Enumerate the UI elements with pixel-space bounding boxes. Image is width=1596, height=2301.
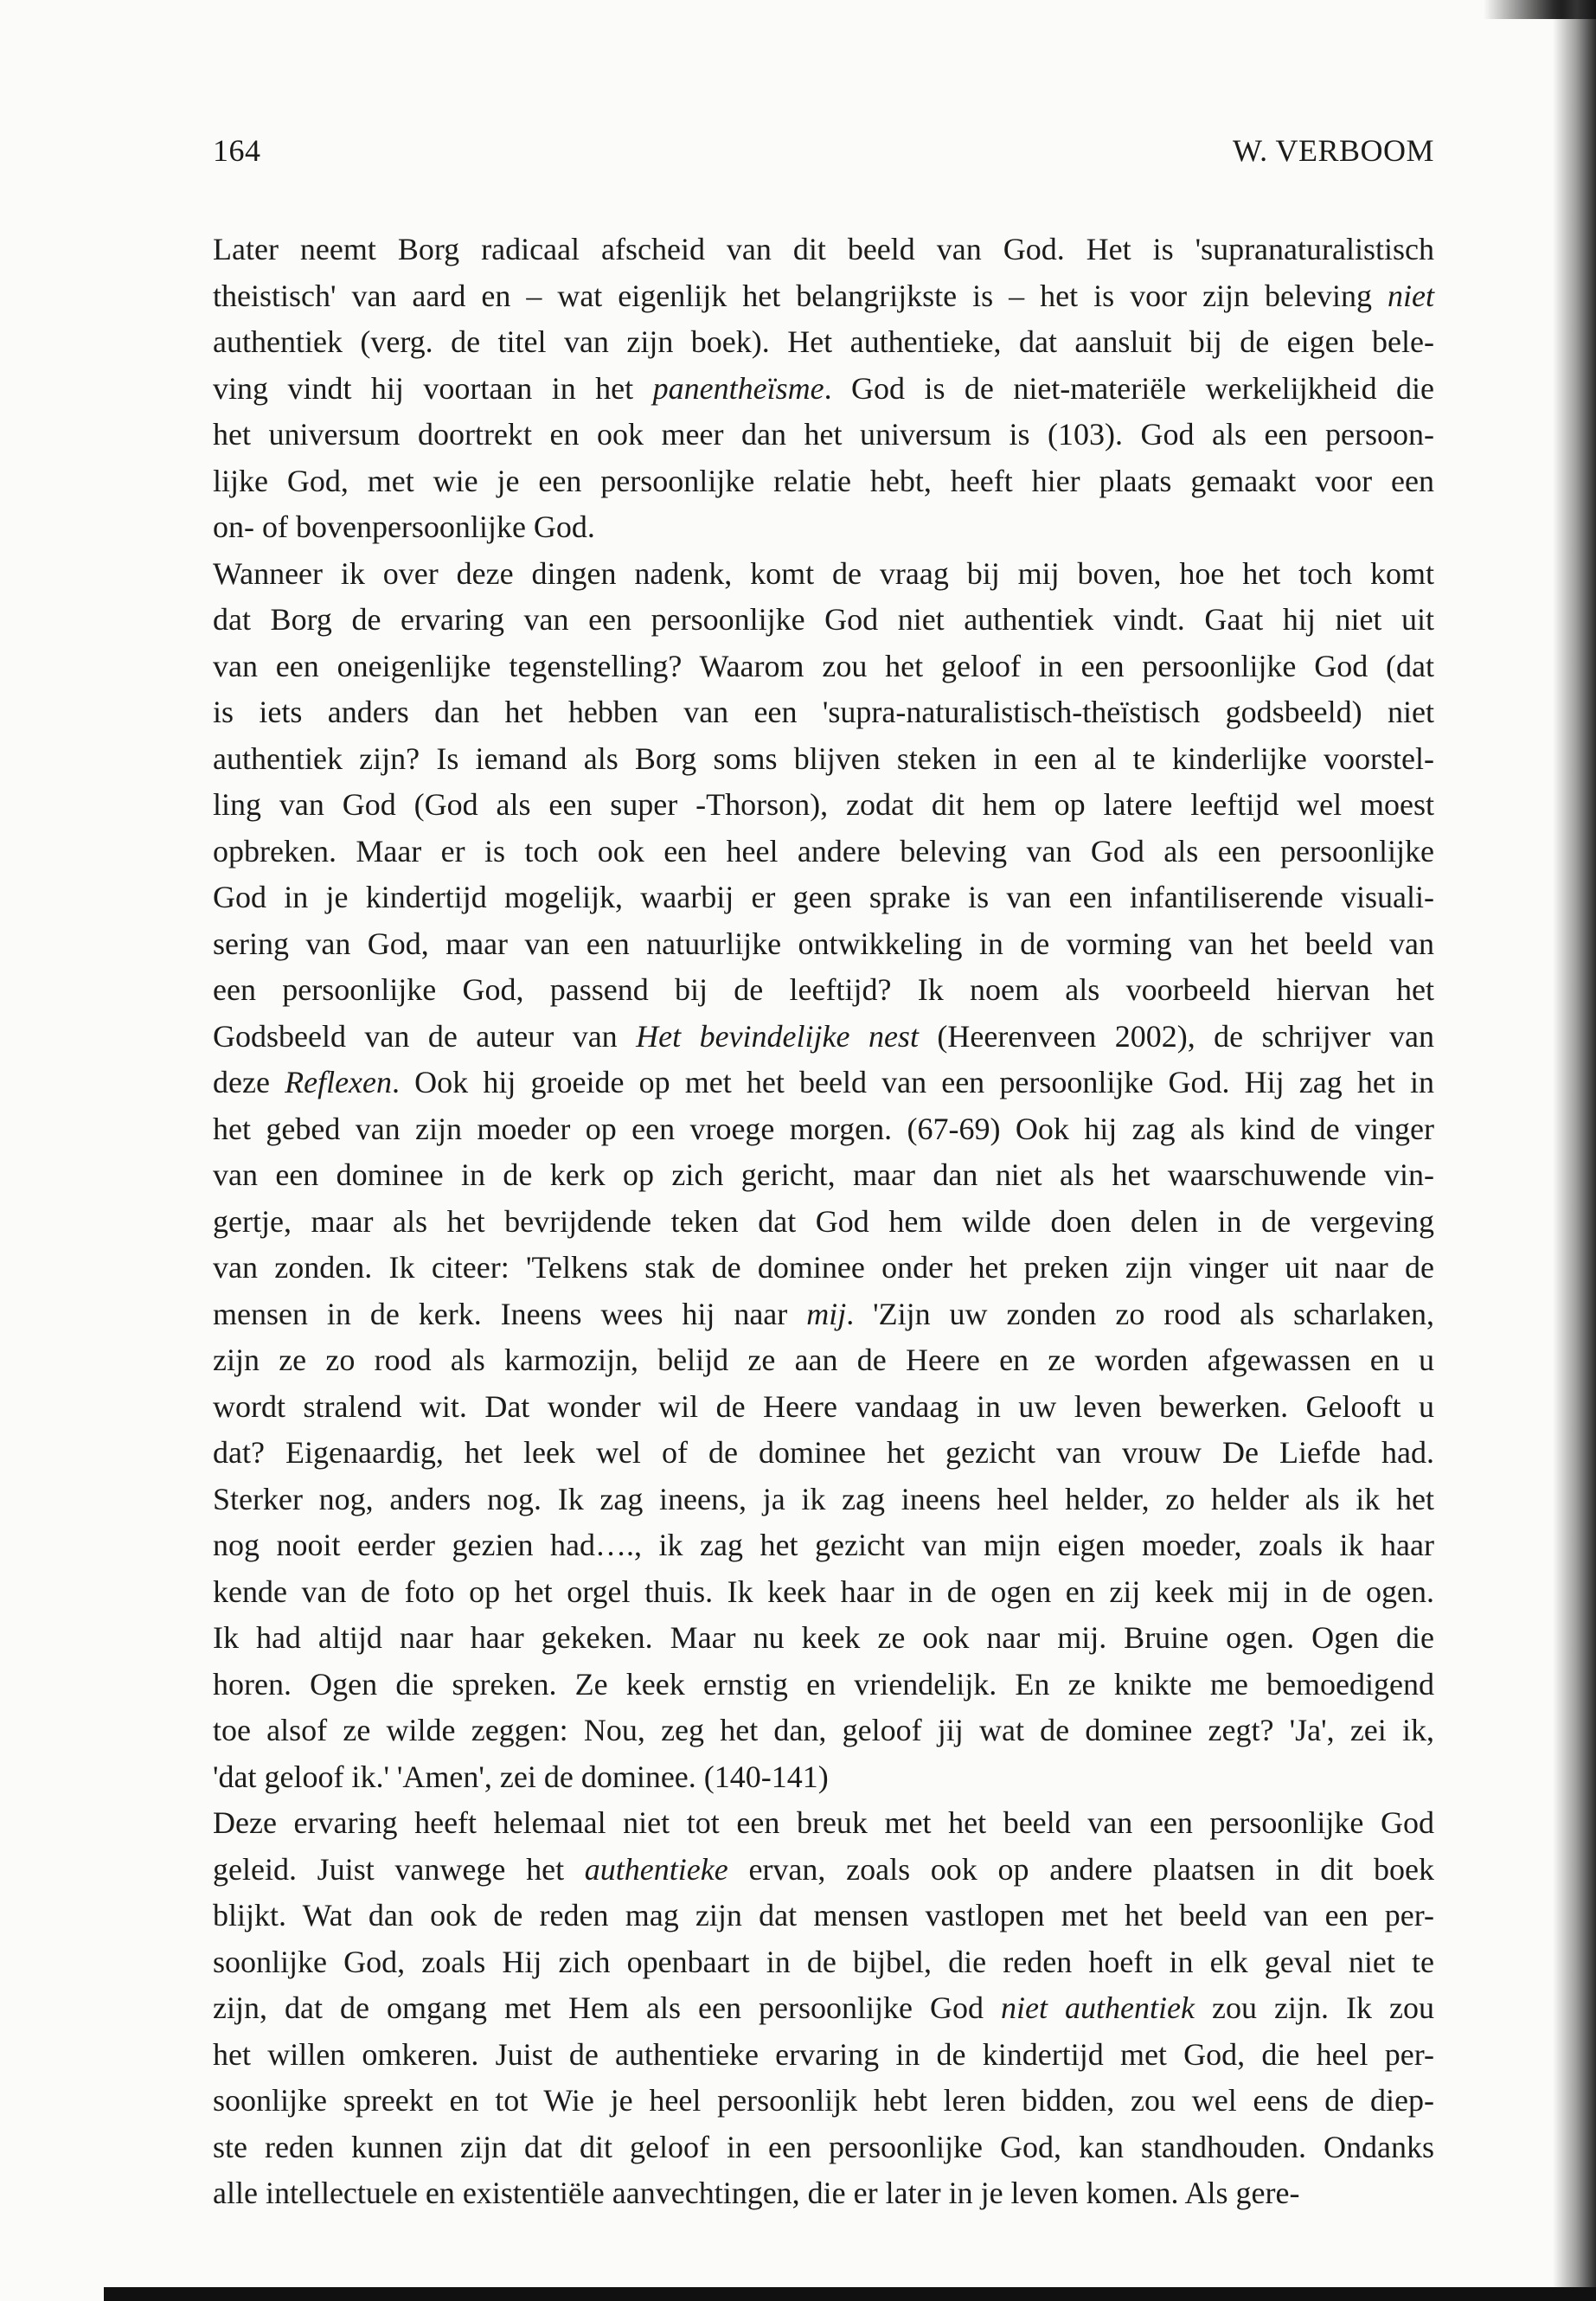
- text-line: horen. Ogen die spreken. Ze keek ernstig en vriendelijk. En ze knikte me bemoedigend: [213, 1666, 1434, 1702]
- text-line: het universum doortrekt en ook meer dan het universum is (103). God als een persoon-: [213, 417, 1434, 452]
- text-line: God in je kindertijd mogelijk, waarbij er geen sprake is van een infantiliserende visuali-: [213, 880, 1434, 914]
- text-line: Godsbeeld van de auteur van Het bevindelijke nest (Heerenveen 2002), de schrijver van: [213, 1018, 1435, 1054]
- text-line: toe alsof ze wilde zeggen: Nou, zeg het dan, geloof jij wat de dominee zegt? 'Ja', zei ik,: [213, 1713, 1434, 1747]
- text-line: dat Borg de ervaring van een persoonlijke God niet authentiek vindt. Gaat hij niet uit: [213, 602, 1434, 637]
- text-line: het gebed van zijn moeder op een vroege morgen. (67-69) Ook hij zag als kind de vinger: [213, 1111, 1434, 1146]
- italic-phrase: authentieke: [584, 1851, 728, 1887]
- text-line: sering van God, maar van een natuurlijke ontwikkeling in de vorming van het beeld van: [213, 926, 1434, 961]
- body-text: [213, 227, 1434, 2217]
- text-line: Later neemt Borg radicaal afscheid van dit beeld van God. Het is 'supranaturalistisch: [213, 232, 1434, 266]
- scan-edge-shadow-bottom: [104, 2287, 1596, 2301]
- text-line: geleid. Juist vanwege het authentieke ervan, zoals ook op andere plaatsen in dit boek: [213, 1851, 1434, 1887]
- text-line: alle intellectuele en existentiële aanvechtingen, die er later in je leven komen. Als gere-: [213, 2176, 1300, 2210]
- text-line: wordt stralend wit. Dat wonder wil de Heere vandaag in uw leven bewerken. Gelooft u: [213, 1388, 1434, 1424]
- text-line: het willen omkeren. Juist de authentieke ervaring in de kindertijd met God, die heel per-: [213, 2036, 1434, 2072]
- text-line: deze Reflexen. Ook hij groeide op met het beeld van een persoonlijke God. Hij zag het in: [213, 1065, 1434, 1099]
- scan-edge-shadow-right: [1553, 0, 1596, 2301]
- page-header: [213, 131, 1434, 170]
- text-line: authentiek (verg. de titel van zijn boek). Het authentieke, dat aansluit bij de eigen bele-: [213, 324, 1434, 359]
- page-number: 164: [213, 133, 261, 168]
- running-head-author: W. VERBOOM: [1232, 133, 1434, 168]
- italic-phrase: Reflexen: [285, 1065, 393, 1099]
- text-line: van zonden. Ik citeer: 'Telkens stak de dominee onder het preken zijn vinger uit naar de: [213, 1250, 1434, 1285]
- text-line: van een oneigenlijke tegenstelling? Waarom zou het geloof in een persoonlijke God (dat: [213, 648, 1434, 683]
- italic-phrase: niet: [1388, 278, 1434, 313]
- text-line: Deze ervaring heeft helemaal niet tot een breuk met het beeld van een persoonlijke God: [213, 1805, 1434, 1840]
- text-line: gertje, maar als het bevrijdende teken dat God hem wilde doen delen in de vergeving: [213, 1203, 1434, 1239]
- text-line: soonlijke God, zoals Hij zich openbaart in de bijbel, die reden hoeft in elk geval niet te: [213, 1944, 1434, 1979]
- text-line: lijke God, met wie je een persoonlijke relatie hebt, heeft hier plaats gemaakt voor een: [213, 463, 1434, 498]
- text-line: opbreken. Maar er is toch ook een heel andere beleving van God als een persoonlijke: [213, 833, 1434, 868]
- text-line: zijn, dat de omgang met Hem als een persoonlijke God niet authentiek zou zijn. Ik zou: [213, 1990, 1434, 2025]
- italic-phrase: niet authentiek: [1001, 1990, 1195, 2025]
- text-line: is iets anders dan het hebben van een 'supra-naturalistisch-theïstisch godsbeeld) niet: [213, 695, 1434, 729]
- text-line: kende van de foto op het orgel thuis. Ik keek haar in de ogen en zij keek mij in de ogen.: [213, 1574, 1434, 1609]
- text-line: theistisch' van aard en – wat eigenlijk het belangrijkste is – het is voor zijn beleving niet: [213, 278, 1434, 313]
- text-line: Wanneer ik over deze dingen nadenk, komt de vraag bij mij boven, hoe het toch komt: [213, 555, 1434, 591]
- text-line: zijn ze zo rood als karmozijn, belijd ze aan de Heere en ze worden afgewassen en u: [213, 1343, 1434, 1377]
- text-line: ving vindt hij voortaan in het panentheïsme. God is de niet-materiële werkelijkheid die: [213, 370, 1434, 406]
- italic-phrase: mij: [806, 1296, 847, 1331]
- text-line: van een dominee in de kerk op zich gericht, maar dan niet als het waarschuwende vin-: [213, 1157, 1434, 1192]
- text-line: ling van God (God als een super -Thorson), zodat dit hem op latere leeftijd wel moest: [213, 787, 1434, 822]
- text-line: soonlijke spreekt en tot Wie je heel persoonlijk hebt leren bidden, zou wel eens de diep-: [213, 2083, 1434, 2118]
- text-line: 'dat geloof ik.' 'Amen', zei de dominee. (140-141): [213, 1759, 829, 1794]
- text-line: authentiek zijn? Is iemand als Borg soms blijven steken in een al te kinderlijke voorstel-: [213, 740, 1434, 776]
- text-line: blijkt. Wat dan ook de reden mag zijn dat mensen vastlopen met het beeld van een per-: [213, 1898, 1434, 1932]
- italic-phrase: Het bevindelijke nest: [636, 1018, 919, 1054]
- text-line: mensen in de kerk. Ineens wees hij naar mij. 'Zijn uw zonden zo rood als scharlaken,: [213, 1296, 1434, 1331]
- text-line: on- of bovenpersoonlijke God.: [213, 510, 595, 544]
- text-line: een persoonlijke God, passend bij de leeftijd? Ik noem als voorbeeld hiervan het: [213, 972, 1434, 1007]
- text-line: dat? Eigenaardig, het leek wel of de dominee het gezicht van vrouw De Liefde had.: [213, 1435, 1434, 1470]
- text-line: ste reden kunnen zijn dat dit geloof in een persoonlijke God, kan standhouden. Ondanks: [213, 2129, 1434, 2164]
- italic-phrase: panentheïsme: [652, 370, 824, 406]
- text-line: Sterker nog, anders nog. Ik zag ineens, ja ik zag ineens heel helder, zo helder als ik het: [213, 1481, 1434, 1516]
- text-line: nog nooit eerder gezien had…., ik zag het gezicht van mijn eigen moeder, zoals ik haar: [213, 1528, 1434, 1562]
- text-line: Ik had altijd naar haar gekeken. Maar nu keek ze ook naar mij. Bruine ogen. Ogen die: [213, 1620, 1434, 1655]
